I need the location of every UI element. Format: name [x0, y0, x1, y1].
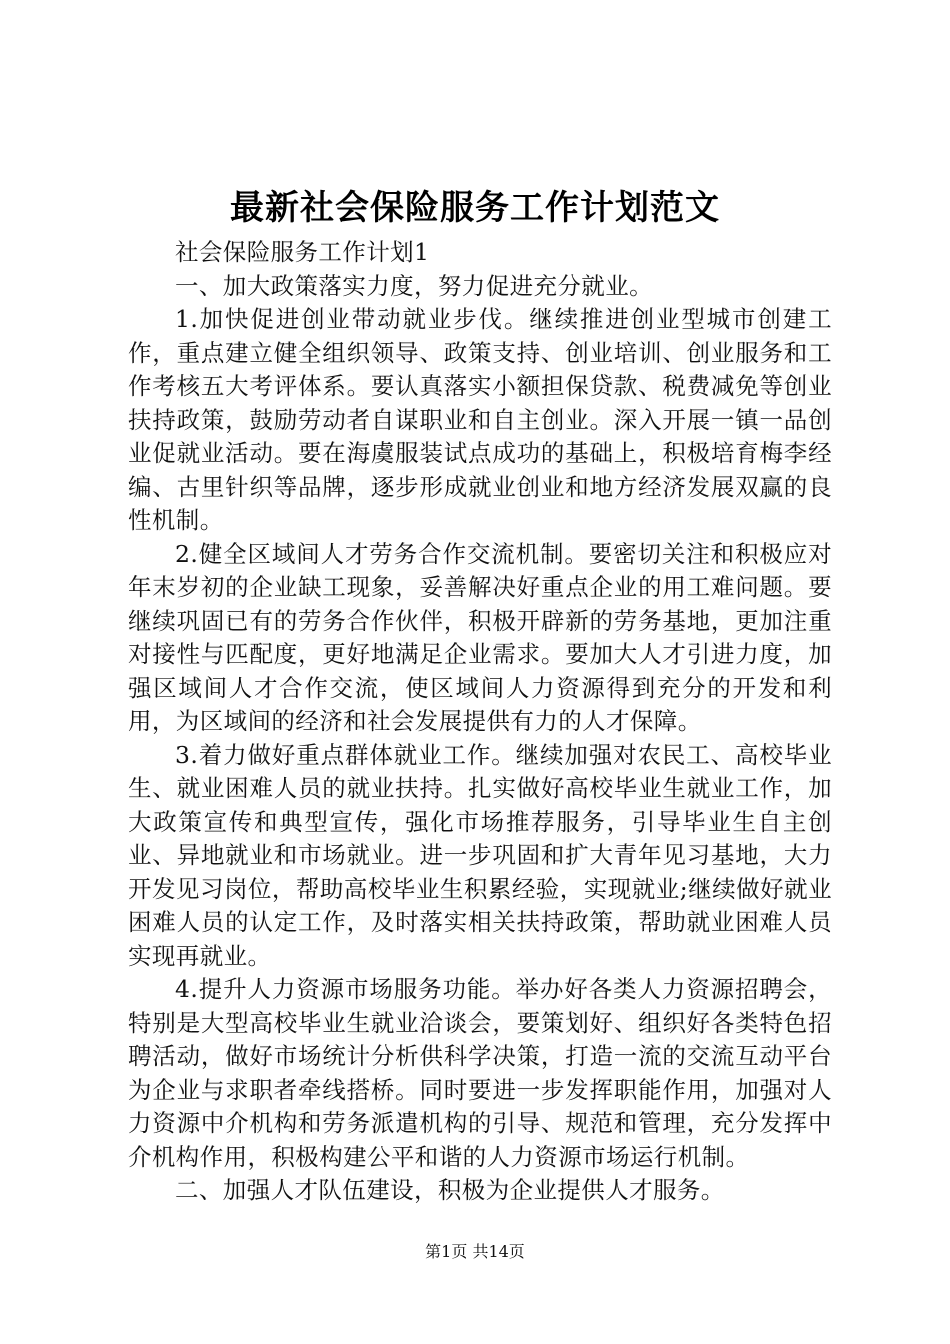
- paragraph-item-1: 1.加快促进创业带动就业步伐。继续推进创业型城市创建工作，重点建立健全组织领导、政策支持、创业培训、创业服务和工作考核五大考评体系。要认真落实小额担保贷款、税费减免等创业扶持政策，鼓励劳动者自谋职业和自主创业。深入开展一镇一品创业促就业活动。要在海虞服装试点成功的基础上，积极培育梅李经编、古里针织等品牌，逐步形成就业创业和地方经济发展双赢的良性机制。: [128, 305, 832, 534]
- paragraph-item-2: 2.健全区域间人才劳务合作交流机制。要密切关注和积极应对年末岁初的企业缺工现象，妥善解决好重点企业的用工难问题。要继续巩固已有的劳务合作伙伴，积极开辟新的劳务基地，更加注重对接性与匹配度，更好地满足企业需求。要加大人才引进力度，加强区域间人才合作交流，使区域间人力资源得到充分的开发和利用，为区域间的经济和社会发展提供有力的人才保障。: [128, 539, 832, 735]
- document-title: 最新社会保险服务工作计划范文: [230, 188, 720, 228]
- paragraph-item-4: 4.提升人力资源市场服务功能。举办好各类人力资源招聘会，特别是大型高校毕业生就业洽谈会，要策划好、组织好各类特色招聘活动，做好市场统计分析供科学决策，打造一流的交流互动平台为企业与求职者牵线搭桥。同时要进一步发挥职能作用，加强对人力资源中介机构和劳务派遣机构的引导、规范和管理，充分发挥中介机构作用，积极构建公平和谐的人力资源市场运行机制。: [128, 975, 832, 1171]
- page-number-footer: 第1页 共14页: [425, 1242, 525, 1261]
- paragraph-subtitle: 社会保险服务工作计划1: [175, 238, 430, 266]
- paragraph-section-one-heading: 一、加大政策落实力度，努力促进充分就业。: [175, 271, 653, 300]
- paragraph-section-two-heading: 二、加强人才队伍建设，积极为企业提供人才服务。: [175, 1176, 725, 1204]
- paragraph-item-3: 3.着力做好重点群体就业工作。继续加强对农民工、高校毕业生、就业困难人员的就业扶持。扎实做好高校毕业生就业工作，加大政策宣传和典型宣传，强化市场推荐服务，引导毕业生自主创业、异地就业和市场就业。进一步巩固和扩大青年见习基地，大力开发见习岗位，帮助高校毕业生积累经验，实现就业;继续做好就业困难人员的认定工作，及时落实相关扶持政策，帮助就业困难人员实现再就业。: [128, 740, 832, 970]
- document-body: [128, 236, 832, 1208]
